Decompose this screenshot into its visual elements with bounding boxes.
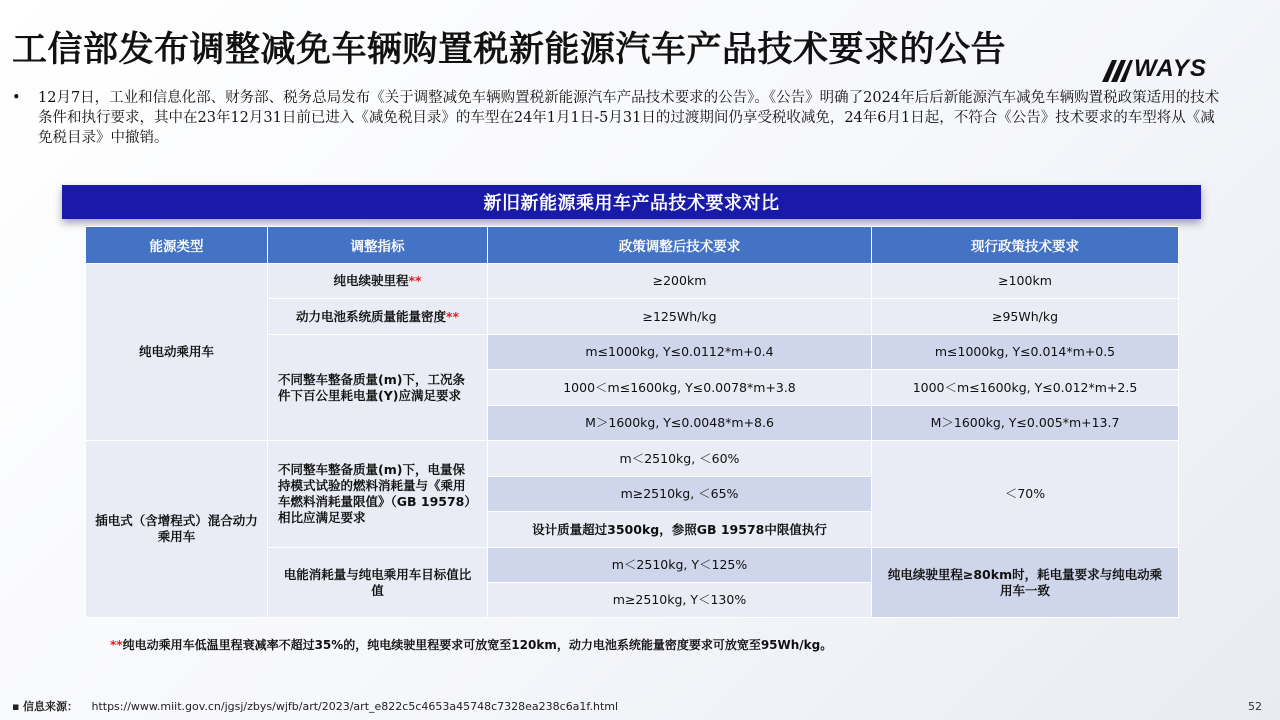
fuel-new-cell: m≥2510kg, ＜65%	[488, 477, 872, 512]
consumption-new-cell: 1000＜m≤1600kg, Y≤0.0078*m+3.8	[488, 370, 872, 406]
footnote-mark: **	[110, 638, 123, 652]
range-label-cell	[268, 264, 488, 299]
fuel-label-cell: 不同整车整备质量(m)下，电量保持模式试验的燃料消耗量与《乘用车燃料消耗量限值》（GB 19578）相比应满足要求	[268, 441, 488, 548]
density-label: 动力电池系统质量能量密度	[295, 308, 446, 324]
fuel-new-cell: 设计质量超过3500kg，参照GB 19578中限值执行	[488, 512, 872, 548]
range-old-cell: ≥100km	[872, 264, 1179, 299]
header-current-requirement: 现行政策技术要求	[872, 227, 1179, 264]
consumption-new-cell: M＞1600kg, Y≤0.0048*m+8.6	[488, 406, 872, 441]
table-row	[86, 264, 1179, 299]
fuel-new-cell: m＜2510kg, ＜60%	[488, 441, 872, 477]
density-new-cell: ≥125Wh/kg	[488, 299, 872, 335]
footnote	[110, 636, 832, 653]
consumption-new-cell: m≤1000kg, Y≤0.0112*m+0.4	[488, 335, 872, 370]
consumption-old-cell: m≤1000kg, Y≤0.014*m+0.5	[872, 335, 1179, 370]
intro-text: 12月7日，工业和信息化部、财务部、税务总局发布《关于调整减免车辆购置税新能源汽车产品技术要求的公告》。《公告》明确了2024年后后新能源汽车减免车辆购置税政策适用的技术条件和执行要求，其中在23年12月31日前已进入《减免税目录》的车型在24年1月1日-5月31日的过渡期间仍享受税收减免，24年6月1日起，不符合《公告》技术要求的车型将从《减免税目录》中撤销。	[38, 90, 1220, 146]
bullet-marker: •	[12, 90, 21, 106]
range-label: 纯电续驶里程	[333, 273, 409, 288]
logo-text: WAYS	[1134, 55, 1207, 82]
consumption-old-cell: 1000＜m≤1600kg, Y≤0.012*m+2.5	[872, 370, 1179, 406]
source-line	[12, 698, 618, 714]
fuel-old-cell: ＜70%	[872, 441, 1179, 548]
range-new-cell: ≥200km	[488, 264, 872, 299]
energy-new-cell: m≥2510kg, Y＜130%	[488, 583, 872, 618]
asterisk-mark: **	[408, 273, 422, 288]
source-label: 信息来源：	[22, 700, 78, 713]
energy-old-cell: 纯电续驶里程≥80km时，耗电量要求与纯电动乘用车一致	[872, 548, 1179, 618]
density-label-cell	[268, 299, 488, 335]
table-header-row	[86, 227, 1179, 264]
energy-new-cell: m＜2510kg, Y＜125%	[488, 548, 872, 583]
comparison-banner: 新旧新能源乘用车产品技术要求对比	[62, 185, 1201, 219]
intro-paragraph	[12, 88, 1222, 148]
density-old-cell: ≥95Wh/kg	[872, 299, 1179, 335]
energy-label-cell: 电能消耗量与纯电乘用车目标值比值	[268, 548, 488, 618]
page-title: 工信部发布调整减免车辆购置税新能源汽车产品技术要求的公告	[12, 30, 1007, 70]
comparison-table	[85, 226, 1179, 618]
source-bullet: ▪	[12, 700, 20, 713]
header-energy-type: 能源类型	[86, 227, 268, 264]
table-row	[86, 441, 1179, 477]
consumption-old-cell: M＞1600kg, Y≤0.005*m+13.7	[872, 406, 1179, 441]
asterisk-mark: **	[445, 308, 460, 324]
header-new-requirement: 政策调整后技术要求	[488, 227, 872, 264]
source-url[interactable]: https://www.miit.gov.cn/jgsj/zbys/wjfb/art/2023/art_e822c5c4653a45748c7328ea238c6a1f.html	[91, 700, 619, 713]
footnote-text: 纯电动乘用车低温里程衰减率不超过35%的，纯电续驶里程要求可放宽至120km，动力电池系统能量密度要求可放宽至95Wh/kg。	[122, 638, 833, 652]
header-indicator: 调整指标	[268, 227, 488, 264]
phev-type-cell: 插电式（含增程式）混合动力乘用车	[86, 441, 268, 618]
page-number: 52	[1248, 700, 1262, 713]
bev-type-cell: 纯电动乘用车	[86, 264, 268, 441]
consumption-label-cell: 不同整车整备质量(m)下，工况条件下百公里耗电量(Y)应满足要求	[268, 335, 488, 441]
